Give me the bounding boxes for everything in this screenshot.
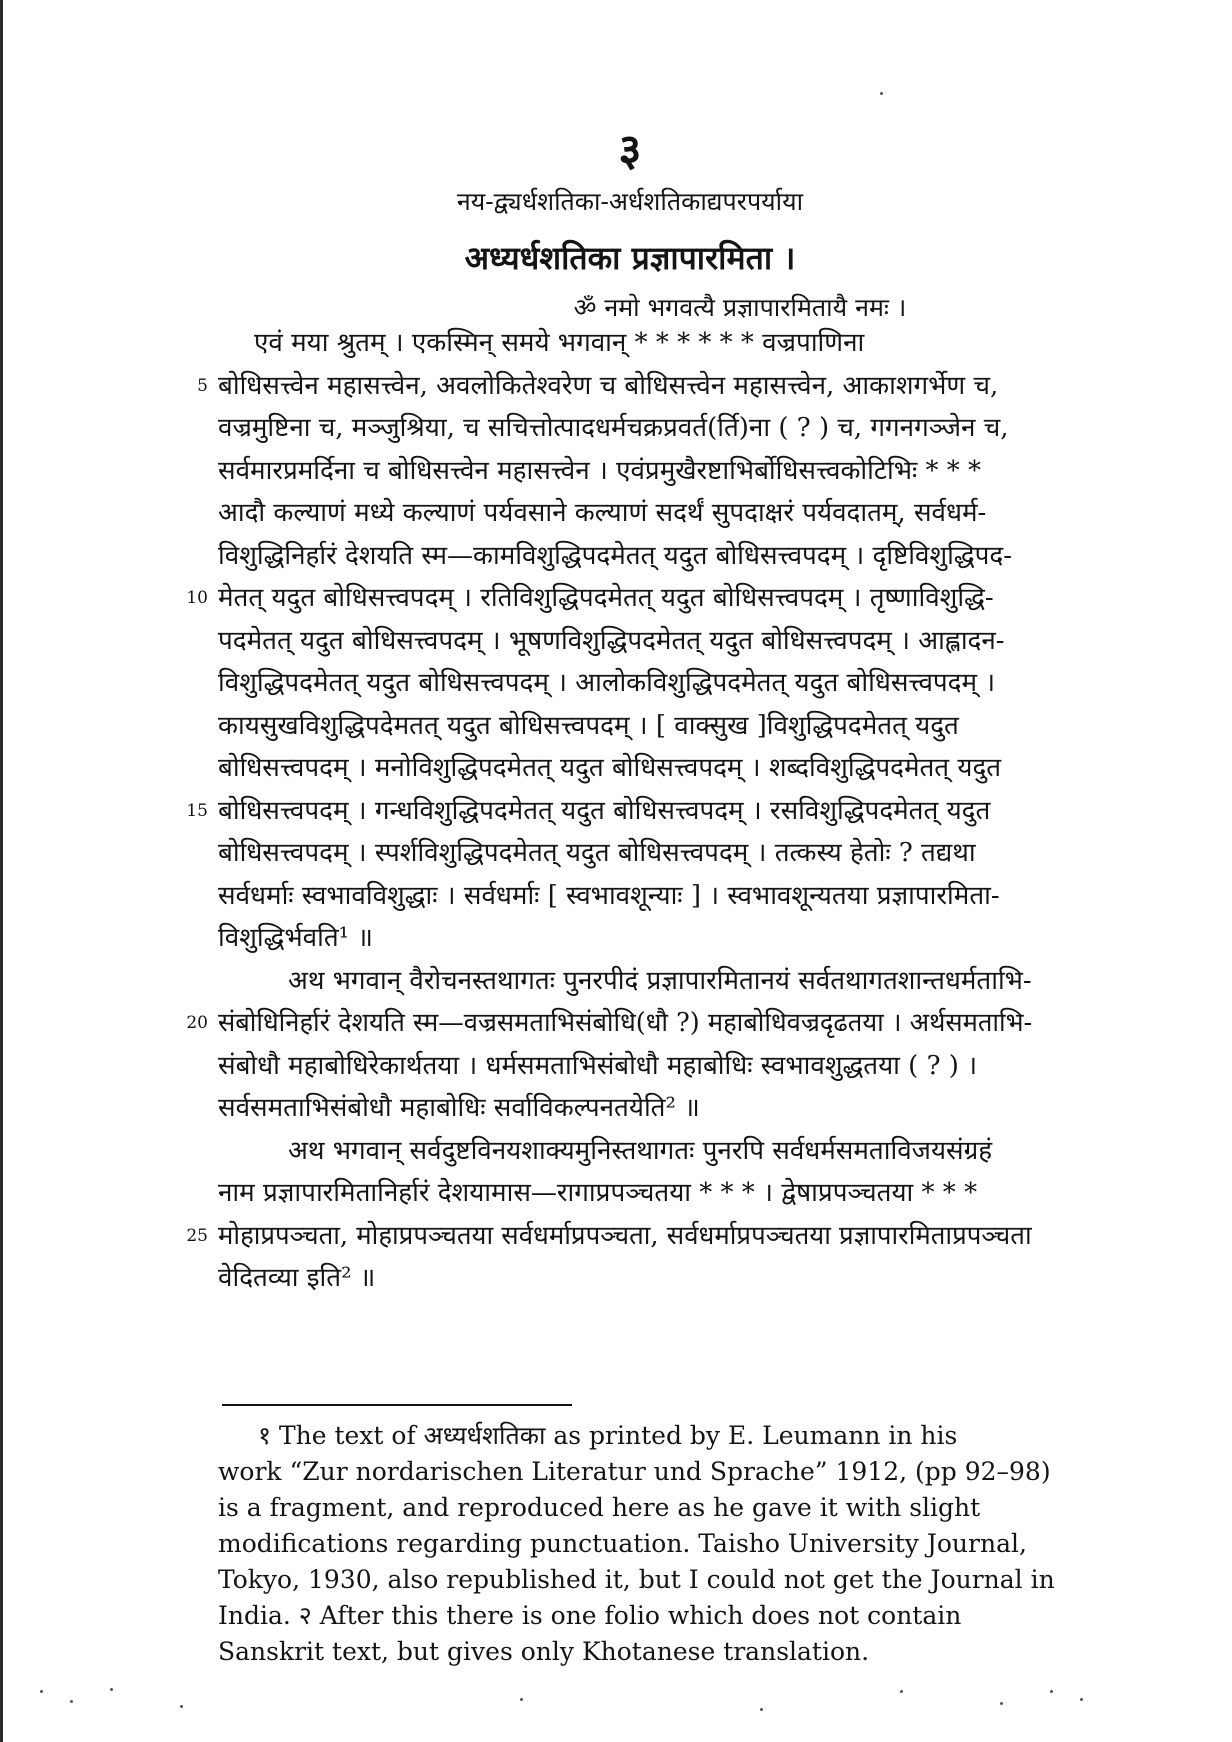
text-line-content: एवं मया श्रुतम् । एकस्मिन् समये भगवान् * * * * * * वज्रपाणिना bbox=[254, 328, 865, 358]
scan-speckle bbox=[880, 92, 883, 95]
invocation: ॐ नमो भगवत्यै प्रज्ञापारमितायै नमः । bbox=[573, 293, 907, 322]
scan-speckle bbox=[40, 1690, 43, 1693]
line-number: 15 bbox=[186, 800, 208, 821]
text-line-content: वज्रमुष्टिना च, मञ्जुश्रिया, च सचित्तोत्पादधर्मचक्रप्रवर्त(र्ति)ना ( ? ) च, गगनगञ्जेन च, bbox=[218, 413, 1009, 443]
text-line-content: अथ भगवान् वैरोचनस्तथागतः पुनरपीदं प्रज्ञापारमितानयं सर्वतथागतशान्तधर्मताभि- bbox=[288, 965, 1032, 996]
text-line bbox=[218, 407, 1032, 449]
text-line-content: मोहाप्रपञ्चता, मोहाप्रपञ्चतया सर्वधर्माप्रपञ्चता, सर्वधर्माप्रपञ्चतया प्रज्ञापारमिताप्रपञ्चता bbox=[218, 1220, 1032, 1251]
text-line bbox=[218, 1257, 1032, 1299]
scan-speckle bbox=[110, 1688, 113, 1691]
text-line-content: बोधिसत्त्वपदम् । गन्धविशुद्धिपदमेतत् यदुत बोधिसत्त्वपदम् । रसविशुद्धिपदमेतत् यदुत bbox=[218, 795, 991, 826]
text-line bbox=[288, 1130, 1032, 1172]
text-line-content: नाम प्रज्ञापारमितानिर्हारं देशयामास—रागाप्रपञ्चतया * * * । द्वेषाप्रपञ्चतया * * * bbox=[218, 1178, 978, 1208]
footnote-line: Sanskrit text, but gives only Khotanese translation. bbox=[218, 1637, 870, 1666]
text-line bbox=[218, 535, 1032, 577]
scan-speckle bbox=[70, 1700, 73, 1703]
text-line bbox=[218, 492, 1032, 534]
page-number: ३ bbox=[618, 125, 642, 176]
text-line-content: बोधिसत्त्वपदम् । मनोविशुद्धिपदमेतत् यदुत बोधिसत्त्वपदम् । शब्दविशुद्धिपदमेतत् यदुत bbox=[218, 753, 1002, 783]
text-line bbox=[218, 917, 1032, 959]
text-line-content: विशुद्धिनिर्हारं देशयति स्म—कामविशुद्धिपदमेतत् यदुत बोधिसत्त्वपदम् । दृष्टिविशुद्धिपद- bbox=[218, 540, 1012, 571]
scan-speckle bbox=[900, 1690, 903, 1693]
text-line-content: पदमेतत् यदुत बोधिसत्त्वपदम् । भूषणविशुद्धिपदमेतत् यदुत बोधिसत्त्वपदम् । आह्लादन- bbox=[218, 625, 1005, 656]
footnote-line: १ The text of अध्यर्धशतिका as printed by E. Leumann in his bbox=[258, 1421, 958, 1450]
footnote-line: India. २ After this there is one folio which does not contain bbox=[218, 1601, 962, 1630]
text-line bbox=[218, 832, 1032, 874]
line-number: 5 bbox=[197, 375, 208, 396]
text-line bbox=[218, 875, 1032, 917]
text-line-content: संबोधौ महाबोधिरेकार्थतया । धर्मसमताभिसंबोधौ महाबोधिः स्वभावशुद्धतया ( ? ) । bbox=[218, 1050, 978, 1081]
text-line-content: सर्वमारप्रमर्दिना च बोधिसत्त्वेन महासत्त्वेन । एवंप्रमुखैरष्टाभिर्बोधिसत्त्वकोटिभिः * * * bbox=[218, 455, 982, 486]
text-line bbox=[218, 620, 1032, 662]
footnote-line: work “Zur nordarischen Literatur und Sprache” 1912, (pp 92–98) bbox=[218, 1457, 1051, 1486]
text-line-content: अथ भगवान् सर्वदुष्टविनयशाक्यमुनिस्तथागतः पुनरपि सर्वधर्मसमताविजयसंग्रहं bbox=[288, 1135, 993, 1166]
text-line bbox=[288, 960, 1032, 1002]
text-line bbox=[218, 705, 1032, 747]
text-line bbox=[254, 322, 1032, 364]
scan-speckle bbox=[1050, 1690, 1053, 1693]
text-line bbox=[218, 365, 1032, 407]
text-line bbox=[218, 1215, 1032, 1257]
scan-speckle bbox=[1080, 1698, 1083, 1701]
page-title: अध्यर्धशतिका प्रज्ञापारमिता । bbox=[464, 239, 796, 277]
text-line-content: मेतत् यदुत बोधिसत्त्वपदम् । रतिविशुद्धिपदमेतत् यदुत बोधिसत्त्वपदम् । तृष्णाविशुद्धि- bbox=[218, 583, 994, 613]
text-line bbox=[218, 1045, 1032, 1087]
text-line bbox=[218, 450, 1032, 492]
footnote-rule bbox=[222, 1404, 572, 1406]
line-number: 25 bbox=[186, 1225, 208, 1246]
text-line bbox=[218, 747, 1032, 789]
text-line bbox=[218, 1172, 1032, 1214]
footnote-line: modifications regarding punctuation. Taisho University Journal, bbox=[218, 1529, 1027, 1558]
text-line-content: वेदितव्या इति² ॥ bbox=[218, 1263, 376, 1293]
line-number: 10 bbox=[186, 588, 208, 608]
text-line bbox=[218, 790, 1032, 832]
text-line-content: सर्वधर्माः स्वभावविशुद्धाः । सर्वधर्माः [ स्वभावशून्याः ] । स्वभावशून्यतया प्रज्ञापारमिता- bbox=[218, 880, 1000, 911]
footnote-line: Tokyo, 1930, also republished it, but I could not get the Journal in bbox=[218, 1565, 1055, 1594]
scan-speckle bbox=[1000, 1702, 1003, 1705]
text-line bbox=[218, 1087, 1032, 1129]
scan-speckle bbox=[760, 1708, 763, 1711]
text-line bbox=[218, 662, 1032, 704]
text-line-content: संबोधिनिर्हारं देशयति स्म—वज्रसमताभिसंबोधि(धौ ?) महाबोधिवज्रदृढतया । अर्थसमताभि- bbox=[218, 1008, 1032, 1038]
line-number: 20 bbox=[186, 1013, 208, 1033]
scan-speckle bbox=[180, 1705, 183, 1708]
subtitle: नय-द्व्यर्धशतिका-अर्धशतिकाद्यपरपर्याया bbox=[456, 187, 804, 216]
scan-speckle bbox=[520, 1698, 523, 1701]
text-line-content: कायसुखविशुद्धिपदेमतत् यदुत बोधिसत्त्वपदम् । [ वाक्सुख ]विशुद्धिपदमेतत् यदुत bbox=[218, 710, 959, 741]
text-line-content: सर्वसमताभिसंबोधौ महाबोधिः सर्वाविकल्पनतयेति² ॥ bbox=[218, 1093, 700, 1123]
text-line-content: बोधिसत्त्वेन महासत्त्वेन, अवलोकितेश्वरेण च बोधिसत्त्वेन महासत्त्वेन, आकाशगर्भेण च, bbox=[218, 370, 999, 401]
text-line-content: बोधिसत्त्वपदम् । स्पर्शविशुद्धिपदमेतत् यदुत बोधिसत्त्वपदम् । तत्कस्य हेतोः ? तद्यथा bbox=[218, 838, 976, 868]
text-line-content: विशुद्धिर्भवति¹ ॥ bbox=[218, 923, 373, 953]
text-line bbox=[218, 577, 1032, 619]
text-line-content: आदौ कल्याणं मध्ये कल्याणं पर्यवसाने कल्याणं सदर्थं सुपदाक्षरं पर्यवदातम्, सर्वधर्म- bbox=[218, 498, 987, 528]
text-line-content: विशुद्धिपदमेतत् यदुत बोधिसत्त्वपदम् । आलोकविशुद्धिपदमेतत् यदुत बोधिसत्त्वपदम् । bbox=[218, 668, 996, 698]
footnote-line: is a fragment, and reproduced here as he gave it with slight bbox=[218, 1493, 981, 1522]
text-line bbox=[218, 1002, 1032, 1044]
